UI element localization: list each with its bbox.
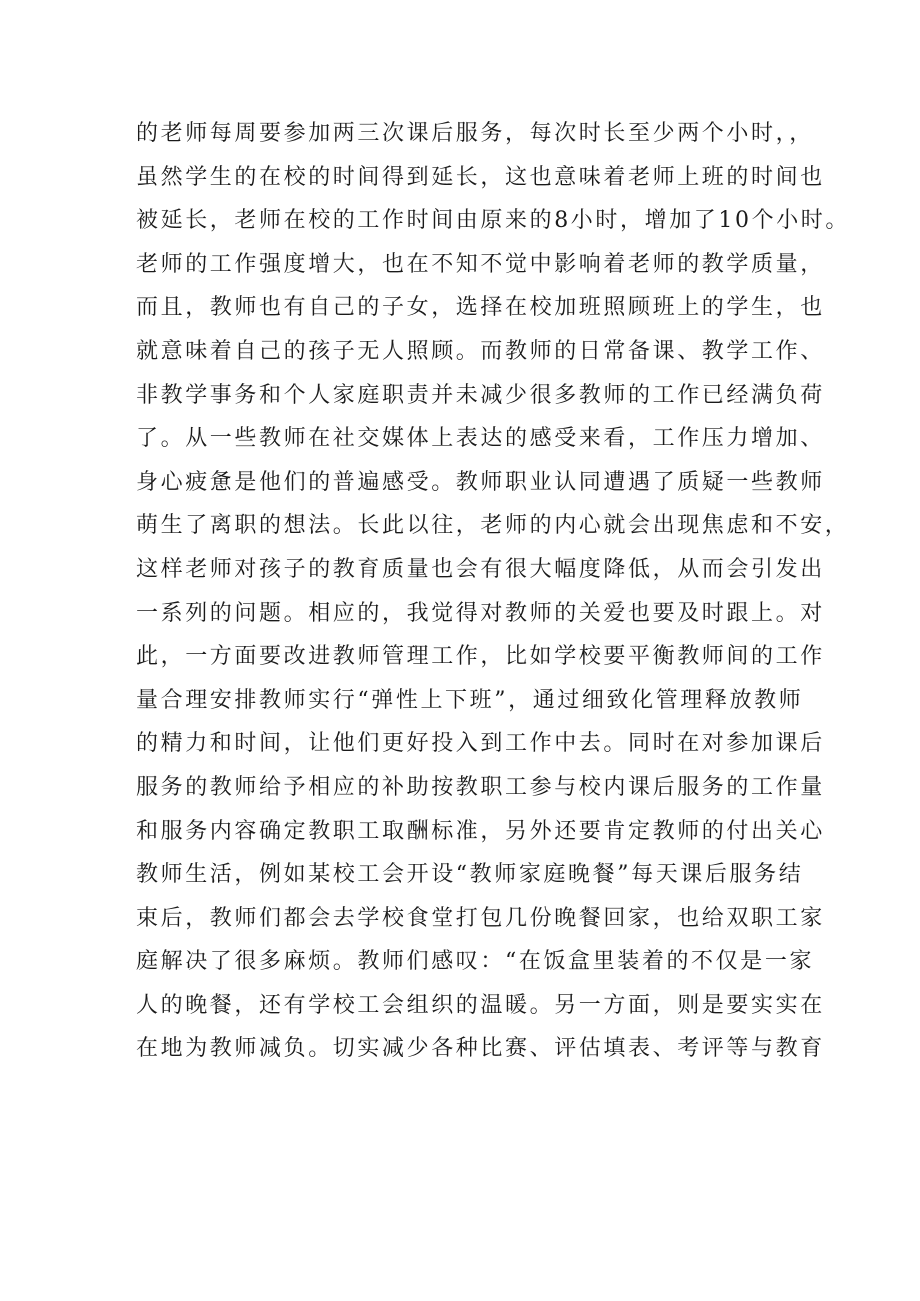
text-line-7: 非教学事务和个人家庭职责并未减少很多教师的工作已经满负荷 — [136, 382, 825, 408]
text-line-12: 一系列的问题。相应的，我觉得对教师的关爱也要及时跟上。对 — [136, 600, 825, 626]
text-line-20: 庭解决了很多麻烦。教师们感叹：“在饭盒里装着的不仅是一家 — [136, 949, 815, 975]
text-line-14: 量合理安排教师实行“弹性上下班”，通过细致化管理释放教师 — [136, 687, 804, 713]
text-line-18: 教师生活，例如某校工会开设“教师家庭晚餐”每天课后服务结 — [136, 862, 804, 888]
text-line-13: 此，一方面要改进教师管理工作，比如学校要平衡教师间的工作 — [136, 644, 825, 670]
text-line-4: 老师的工作强度增大，也在不知不觉中影响着老师的教学质量， — [136, 251, 825, 277]
text-line-5: 而且，教师也有自己的子女，选择在校加班照顾班上的学生，也 — [136, 295, 825, 321]
text-line-1: 的老师每周要参加两三次课后服务，每次时长至少两个小时，， — [136, 121, 814, 146]
body-text — [136, 112, 850, 1071]
text-line-16: 服务的教师给予相应的补助按教职工参与校内课后服务的工作量 — [136, 774, 825, 800]
text-line-17: 和服务内容确定教职工取酬标准，另外还要肯定教师的付出关心 — [136, 818, 825, 844]
text-line-8: 了。从一些教师在社交媒体上表达的感受来看，工作压力增加、 — [136, 426, 825, 452]
text-line-9: 身心疲惫是他们的普遍感受。教师职业认同遭遇了质疑一些教师 — [136, 469, 825, 495]
text-line-6: 就意味着自己的孩子无人照顾。而教师的日常备课、教学工作、 — [136, 338, 825, 364]
text-line-21: 人的晚餐，还有学校工会组织的温暖。另一方面，则是要实实在 — [136, 992, 825, 1018]
text-line-3: 被延长，老师在校的工作时间由原来的8小时，增加了10个小时。 — [136, 208, 850, 234]
text-line-15: 的精力和时间，让他们更好投入到工作中去。同时在对参加课后 — [136, 731, 825, 757]
text-line-10: 萌生了离职的想法。长此以往，老师的内心就会出现焦虑和不安， — [136, 513, 850, 539]
text-line-2: 虽然学生的在校的时间得到延长，这也意味着老师上班的时间也 — [136, 164, 825, 190]
text-line-22: 在地为教师减负。切实减少各种比赛、评估填表、考评等与教育 — [136, 1036, 825, 1062]
text-line-19: 束后，教师们都会去学校食堂打包几份晚餐回家，也给双职工家 — [136, 905, 825, 931]
text-line-11: 这样老师对孩子的教育质量也会有很大幅度降低，从而会引发出 — [136, 556, 825, 582]
